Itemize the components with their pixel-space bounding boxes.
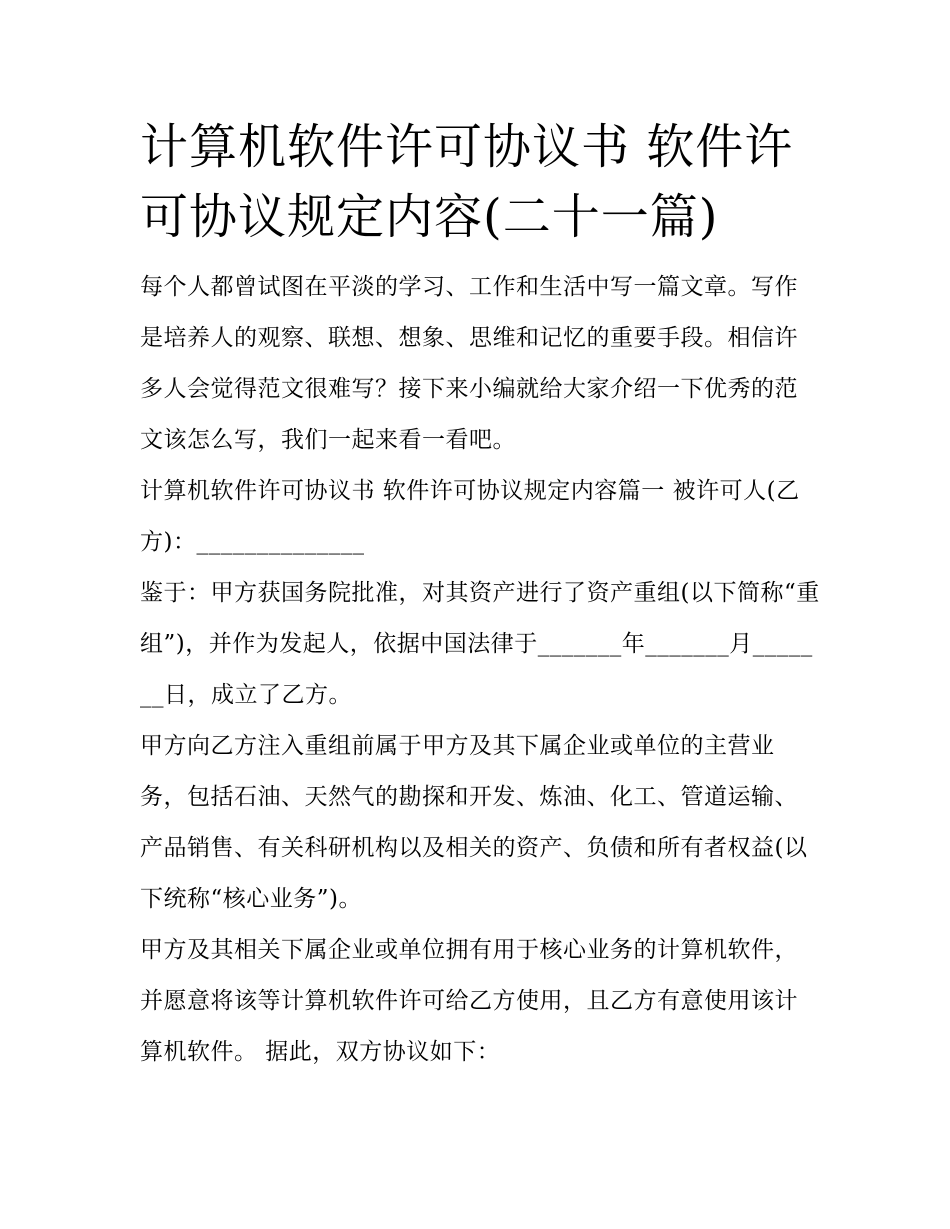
software-license-paragraph: 甲方及其相关下属企业或单位拥有用于核心业务的计算机软件，并愿意将该等计算机软件许可给乙方使用，且乙方有意使用该计算机软件。 据此，双方协议如下： bbox=[140, 937, 798, 1065]
licensee-paragraph: 计算机软件许可协议书 软件许可协议规定内容篇一 被许可人(乙方)：______________ bbox=[140, 478, 800, 555]
document-title: 计算机软件许可协议书 软件许可协议规定内容(二十一篇) bbox=[140, 119, 794, 245]
core-business-paragraph: 甲方向乙方注入重组前属于甲方及其下属企业或单位的主营业务，包括石油、天然气的勘探和开发、炼油、化工、管道运输、产品销售、有关科研机构以及相关的资产、负债和所有者权益(以下统称“核心业务”)。 bbox=[140, 733, 808, 912]
intro-paragraph: 每个人都曾试图在平淡的学习、工作和生活中写一篇文章。写作是培养人的观察、联想、想象、思维和记忆的重要手段。相信许多人会觉得范文很难写？接下来小编就给大家介绍一下优秀的范文该怎么写，我们一起来看一看吧。 bbox=[140, 274, 798, 453]
document-body bbox=[140, 112, 820, 1078]
whereas-paragraph: 鉴于：甲方获国务院批准，对其资产进行了资产重组(以下简称“重组”)，并作为发起人，依据中国法律于_______年_______月_______日，成立了乙方。 bbox=[140, 580, 820, 708]
